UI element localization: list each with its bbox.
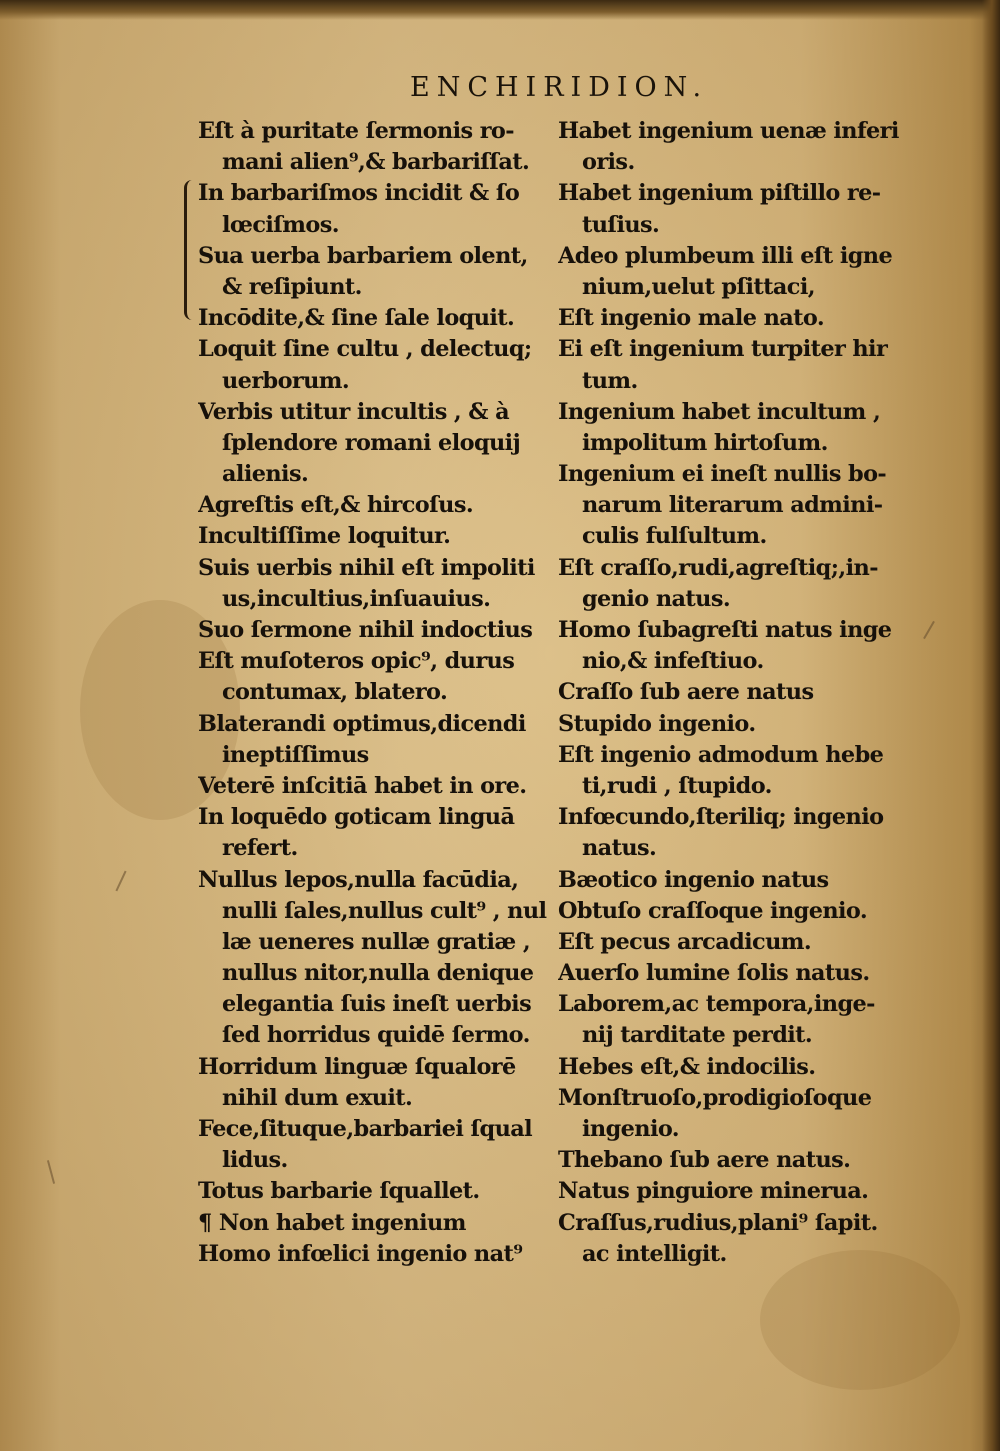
text-line: nullus nitor,nulla denique: [222, 960, 534, 987]
text-line: ineptiſſimus: [222, 741, 369, 768]
text-line: ingenio.: [582, 1116, 680, 1142]
text-line: Hebes eſt,& indocilis.: [558, 1053, 816, 1080]
text-line: Natus pinguiore minerua.: [558, 1178, 869, 1205]
text-line: Craſſus,rudius,plani⁹ ſapit.: [558, 1209, 878, 1236]
text-line: Homo ſubagreſti natus inge: [558, 617, 892, 643]
text-line: In loquēdo goticam linguā: [198, 804, 515, 831]
text-line: uerborum.: [222, 367, 350, 394]
text-line: Eſt ingenio admodum hebe: [558, 741, 884, 768]
left-column: [198, 116, 562, 1270]
text-line: narum literarum admini-: [582, 492, 883, 519]
text-line: Ei eſt ingenium turpiter hir: [558, 336, 888, 363]
text-line: Veterē inſcitiā habet in ore.: [198, 772, 527, 799]
text-line: Suo ſermone nihil indoctius: [198, 617, 533, 643]
text-line: Eſt ingenio male nato.: [558, 305, 825, 332]
text-line: nihil dum exuit.: [222, 1084, 413, 1111]
text-line: nium,uelut pſittaci,: [582, 273, 815, 300]
text-line: Stupido ingenio.: [558, 710, 756, 737]
text-line: Monſtruoſo,prodigioſoque: [558, 1084, 872, 1111]
text-line: Eſt à puritate ſermonis ro-: [198, 118, 514, 144]
text-line: Totus barbarie ſquallet.: [198, 1178, 480, 1205]
page-gutter-edge: [982, 0, 1000, 1451]
text-line: Obtuſo craſſoque ingenio.: [558, 897, 868, 924]
text-line: tuſius.: [582, 211, 660, 238]
text-line: Homo infœlici ingenio nat⁹: [198, 1240, 523, 1267]
text-line: Bæotico ingenio natus: [558, 866, 829, 893]
right-column: [558, 116, 928, 1270]
text-line: Incōdite,& ſine ſale loquit.: [198, 305, 515, 332]
margin-pen-mark: [47, 1160, 55, 1184]
margin-pen-mark: [115, 871, 126, 892]
text-line: læ ueneres nullæ gratiæ ,: [222, 928, 531, 955]
text-line: Adeo plumbeum illi eſt igne: [558, 242, 893, 269]
text-line: natus.: [582, 835, 657, 862]
text-line: Sua uerba barbariem olent,: [198, 242, 528, 269]
text-line: Fece,ſituque,barbariei ſqual: [198, 1116, 533, 1142]
text-line: contumax, blatero.: [222, 679, 448, 706]
text-line: ac intelligit.: [582, 1240, 727, 1267]
text-line: Infœcundo,ſteriliq; ingenio: [558, 804, 884, 831]
text-line: ſed horridus quidē ſermo.: [222, 1022, 530, 1049]
text-line: mani alien⁹,& barbariſſat.: [222, 149, 530, 176]
text-line: tum.: [582, 367, 638, 394]
text-line: Verbis utitur incultis , & à: [198, 398, 510, 425]
text-line: Eſt pecus arcadicum.: [558, 928, 812, 955]
margin-bracket-mark: [184, 180, 197, 320]
text-line: Habet ingenium uenæ inferi: [558, 118, 899, 144]
text-line: Eſt muſoteros opic⁹, durus: [198, 648, 515, 675]
text-line: genio natus.: [582, 585, 731, 612]
text-line: lœciſmos.: [222, 211, 339, 238]
text-line: Ingenium ei ineſt nullis bo-: [558, 461, 887, 488]
text-line: Agreſtis eſt,& hircoſus.: [198, 492, 474, 519]
text-line: alienis.: [222, 461, 309, 488]
text-line: ¶ Non habet ingenium: [198, 1209, 466, 1236]
text-line: oris.: [582, 149, 635, 176]
text-line: Laborem,ac tempora,inge-: [558, 991, 875, 1018]
text-line: In barbariſmos incidit & ſo: [198, 180, 520, 207]
text-line: Nullus lepos,nulla facūdia,: [198, 866, 519, 893]
text-line: Eſt craſſo,rudi,agreſtiq;,in-: [558, 554, 878, 581]
text-line: Thebano ſub aere natus.: [558, 1147, 851, 1174]
text-line: nij tarditate perdit.: [582, 1022, 813, 1049]
text-line: Horridum linguæ ſqualorē: [198, 1053, 516, 1080]
text-line: nulli ſales,nullus cult⁹ , nul: [222, 897, 547, 924]
text-line: ti,rudi , ſtupido.: [582, 772, 772, 799]
running-head: ENCHIRIDION.: [410, 72, 709, 103]
text-line: nio,& infeſtiuo.: [582, 648, 764, 675]
text-line: Auerſo lumine ſolis natus.: [558, 960, 870, 987]
text-line: refert.: [222, 835, 298, 862]
text-line: culis fulſultum.: [582, 523, 767, 550]
text-line: Suis uerbis nihil eſt impoliti: [198, 554, 535, 581]
text-line: Habet ingenium piſtillo re-: [558, 180, 881, 207]
text-line: Ingenium habet incultum ,: [558, 398, 881, 425]
text-line: us,incultius,inſuauius.: [222, 585, 491, 612]
text-line: Blaterandi optimus,dicendi: [198, 710, 526, 737]
text-line: lidus.: [222, 1147, 288, 1174]
paper-stain: [760, 1250, 960, 1390]
text-line: impolitum hirtoſum.: [582, 429, 828, 456]
text-line: Loquit ſine cultu , delectuq;: [198, 336, 532, 363]
text-line: & reſipiunt.: [222, 273, 362, 300]
text-line: Incultiſſime loquitur.: [198, 523, 451, 550]
page-top-edge: [0, 0, 1000, 20]
text-line: Craſſo ſub aere natus: [558, 679, 814, 706]
text-line: elegantia ſuis ineſt uerbis: [222, 991, 532, 1018]
text-line: ſplendore romani eloquij: [222, 429, 521, 456]
